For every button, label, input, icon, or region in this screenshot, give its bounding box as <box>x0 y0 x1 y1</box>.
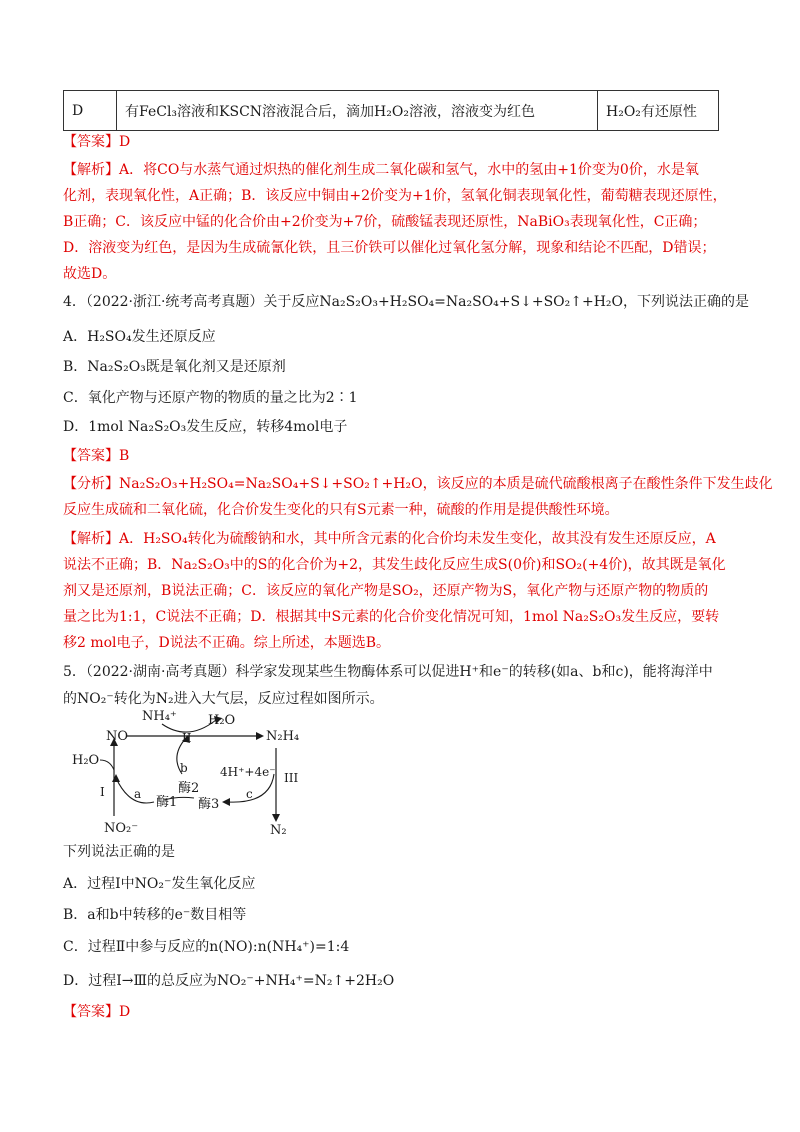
c-label: c <box>246 787 253 801</box>
proton-electron-label: 4H⁺+4e⁻ <box>220 765 276 779</box>
answer-tag: 【答案】 <box>63 1004 119 1020</box>
a-label: a <box>134 787 142 801</box>
row-label: D <box>64 91 117 131</box>
h2o-left-label: H₂O <box>72 753 100 768</box>
q4-analysis-line: 量之比为1:1，C说法不正确；D．根据其中S元素的化合价变化情况可知，1mol Na₂S₂O₃发生反应，要转 <box>63 609 720 625</box>
q4-option: B．Na₂S₂O₃既是氧化剂又是还原剂 <box>63 359 286 375</box>
answer-value: D <box>119 134 131 150</box>
q5-option: A．过程Ⅰ中NO₂⁻发生氧化反应 <box>63 876 256 892</box>
q5-option: D．过程Ⅰ→Ⅲ的总反应为NO₂⁻+NH₄⁺=N₂↑+2H₂O <box>63 973 395 989</box>
q5-option: B．a和b中转移的e⁻数目相等 <box>63 907 247 923</box>
q5-stem-line: 5．（2022·湖南·高考真题）科学家发现某些生物酶体系可以促进H⁺和e⁻的转移(如a、b和c)，能将海洋中 <box>63 664 713 680</box>
q4-fenxi-line: 反应生成硫和二氧化硫，化合价发生变化的只有S元素一种，硫酸的作用是提供酸性环境。 <box>63 502 619 518</box>
fenxi-tag: 【分析】 <box>63 476 119 492</box>
q4-analysis-line: 【解析】A．H₂SO₄转化为硫酸钠和水，其中所含元素的化合价均未发生变化，故其没有发生还原反应，A <box>63 531 716 547</box>
enzyme3-label: 酶3 <box>198 797 220 812</box>
q3-answer <box>63 132 130 152</box>
q4-option: D．1mol Na₂S₂O₃发生反应，转移4mol电子 <box>63 419 348 435</box>
q4-analysis-line: 移2 mol电子，D说法不正确。综上所述，本题选B。 <box>63 635 391 651</box>
no-label: NO <box>106 729 129 744</box>
arrowhead <box>112 774 120 782</box>
q3-analysis-line: 【解析】A．将CO与水蒸气通过炽热的催化剂生成二氧化碳和氢气，水中的氢由+1价变为0价，水是氧 <box>63 162 699 178</box>
process-ii-label: II <box>182 731 192 745</box>
q5-answer <box>63 1002 130 1022</box>
q4-answer <box>63 446 129 466</box>
enzyme1-label: 酶1 <box>156 795 178 810</box>
arrowhead <box>272 814 280 822</box>
n2-label: N₂ <box>270 823 287 836</box>
answer-tag: 【答案】 <box>63 448 119 464</box>
process-i-label: I <box>100 785 105 799</box>
q3-analysis-line: 化剂，表现氧化性，A正确；B．该反应中铜由+2价变为+1价，氢氧化铜表现氧化性，葡萄糖表现还原性， <box>63 188 727 204</box>
q5-prompt: 下列说法正确的是 <box>63 844 175 860</box>
analysis-tag: 【解析】 <box>63 162 119 178</box>
q4-fenxi-line: 【分析】Na₂S₂O₃+H₂SO₄=Na₂SO₄+S↓+SO₂↑+H₂O，该反应的本质是硫代硫酸根离子在酸性条件下发生歧化 <box>63 476 773 492</box>
row-conclusion: H₂O₂有还原性 <box>598 91 719 131</box>
row-content: 有FeCl₃溶液和KSCN溶液混合后，滴加H₂O₂溶液，溶液变为红色 <box>117 91 598 131</box>
table-row <box>64 91 719 131</box>
q4-analysis-line: 说法不正确；B．Na₂S₂O₃中的S的化合价为+2，其发生歧化反应生成S(0价)和SO₂(+4价)，故其既是氧化 <box>63 557 726 573</box>
h2o-release-curve <box>100 760 114 770</box>
q5-stem-line: 的NO₂⁻转化为N₂进入大气层，反应过程如图所示。 <box>63 691 384 707</box>
option-table <box>63 90 719 131</box>
analysis-tag: 【解析】 <box>63 531 119 547</box>
q3-analysis-line: B正确；C．该反应中锰的化合价由+2价变为+7价，硫酸锰表现还原性，NaBiO₃表现氧化性，C正确； <box>63 214 707 230</box>
nh4-label: NH₄⁺ <box>142 709 177 724</box>
arrowhead <box>222 798 230 806</box>
process-iii-label: III <box>284 771 299 785</box>
answer-tag: 【答案】 <box>63 134 119 150</box>
arrowhead <box>256 732 264 740</box>
q5-option: C．过程Ⅱ中参与反应的n(NO):n(NH₄⁺)=1:4 <box>63 939 350 955</box>
q3-analysis-line: 故选D。 <box>63 266 117 282</box>
enzyme2-label: 酶2 <box>178 781 200 796</box>
answer-value: D <box>119 1004 131 1020</box>
q4-stem: 4．（2022·浙江·统考高考真题）关于反应Na₂S₂O₃+H₂SO₄=Na₂SO₄+S↓+SO₂↑+H₂O，下列说法正确的是 <box>63 294 750 310</box>
n2h4-label: N₂H₄ <box>266 729 300 744</box>
reaction-diagram <box>70 708 330 836</box>
answer-value: B <box>119 448 130 464</box>
b-label: b <box>180 761 188 775</box>
q3-analysis-line: D．溶液变为红色，是因为生成硫氰化铁，且三价铁可以催化过氧化氢分解，现象和结论不匹配，D错误； <box>63 240 716 256</box>
q4-analysis-line: 剂又是还原剂，B说法正确；C．该反应的氧化产物是SO₂，还原产物为S，氧化产物与还原产物的物质的 <box>63 583 709 599</box>
no2-label: NO₂⁻ <box>104 821 139 836</box>
q4-option: C．氧化产物与还原产物的物质的量之比为2∶1 <box>63 390 358 406</box>
q4-option: A．H₂SO₄发生还原反应 <box>63 329 216 345</box>
h2o-top-label: H₂O <box>208 713 236 728</box>
